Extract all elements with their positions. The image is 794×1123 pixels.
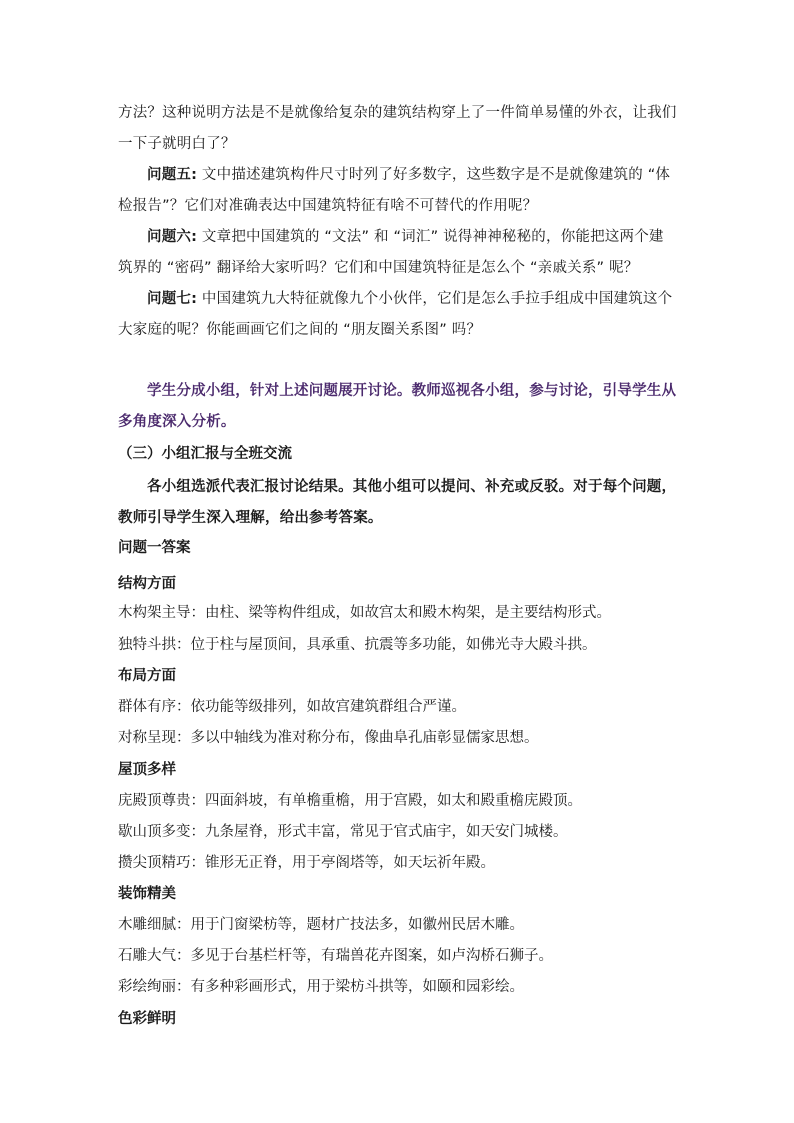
layout-item-1: 群体有序：依功能等级排列，如故宫建筑群组合严谨。 [118,699,466,715]
question-five-label: 问题五: [147,167,198,183]
question-six [118,222,678,284]
question-five [118,160,678,222]
roof-item-2: 歇山顶多变：九条屋脊，形式丰富，常见于官式庙宇，如天安门城楼。 [118,824,568,840]
group-discussion-paragraph: 学生分成小组，针对上述问题展开讨论。教师巡视各小组，参与讨论，引导学生从多角度深入分析。 [118,383,677,430]
structure-item-2: 独特斗拱：位于柱与屋顶间，具承重、抗震等多功能，如佛光寺大殿斗拱。 [118,637,597,653]
question-six-label: 问题六: [147,229,198,245]
layout-item-2: 对称呈现：多以中轴线为准对称分布，像曲阜孔庙彰显儒家思想。 [118,730,539,746]
section-three-paragraph: 各小组选派代表汇报讨论结果。其他小组可以提问、补充或反驳。对于每个问题，教师引导学生深入理解，给出参考答案。 [118,479,677,526]
layout-heading: 布局方面 [118,668,176,684]
question-five-text: 文中描述建筑构件尺寸时列了好多数字，这些数字是不是就像建筑的 “体检报告”？它们对准确表达中国建筑特征有啥不可替代的作用呢？ [118,167,671,214]
structure-heading: 结构方面 [118,576,176,592]
roof-item-1: 庑殿顶尊贵：四面斜坡，有单檐重檐，用于宫殿，如太和殿重檐庑殿顶。 [118,793,582,809]
color-heading: 色彩鲜明 [118,1011,176,1027]
answer-one-title: 问题一答案 [118,540,191,556]
question-seven [118,284,678,346]
paragraph-method [118,98,678,160]
roof-heading: 屋顶多样 [118,762,176,778]
decoration-item-1: 木雕细腻：用于门窗梁枋等，题材广技法多，如徽州民居木雕。 [118,917,524,933]
paragraph-method-text: 方法？这种说明方法是不是就像给复杂的建筑结构穿上了一件简单易懂的外衣，让我们一下子就明白了？ [118,105,677,152]
question-seven-text: 中国建筑九大特征就像九个小伙伴，它们是怎么手拉手组成中国建筑这个大家庭的呢？你能画画它们之间的 “朋友圈关系图” 吗？ [118,291,673,338]
question-six-text: 文章把中国建筑的 “文法” 和 “词汇” 说得神神秘秘的，你能把这两个建筑界的 “密码” 翻译给大家听吗？它们和中国建筑特征是怎么个 “亲戚关系” 呢？ [118,229,664,276]
structure-item-1: 木构架主导：由柱、梁等构件组成，如故宫太和殿木构架，是主要结构形式。 [118,605,611,621]
decoration-item-3: 彩绘绚丽：有多种彩画形式，用于梁枋斗拱等，如颐和园彩绘。 [118,979,524,995]
roof-item-3: 攒尖顶精巧：锥形无正脊，用于亭阁塔等，如天坛祈年殿。 [118,855,495,871]
decoration-item-2: 石雕大气：多见于台基栏杆等，有瑞兽花卉图案，如卢沟桥石狮子。 [118,948,553,964]
question-seven-label: 问题七: [147,291,198,307]
section-three-title: （三）小组汇报与全班交流 [118,446,292,462]
decoration-heading: 装饰精美 [118,886,176,902]
